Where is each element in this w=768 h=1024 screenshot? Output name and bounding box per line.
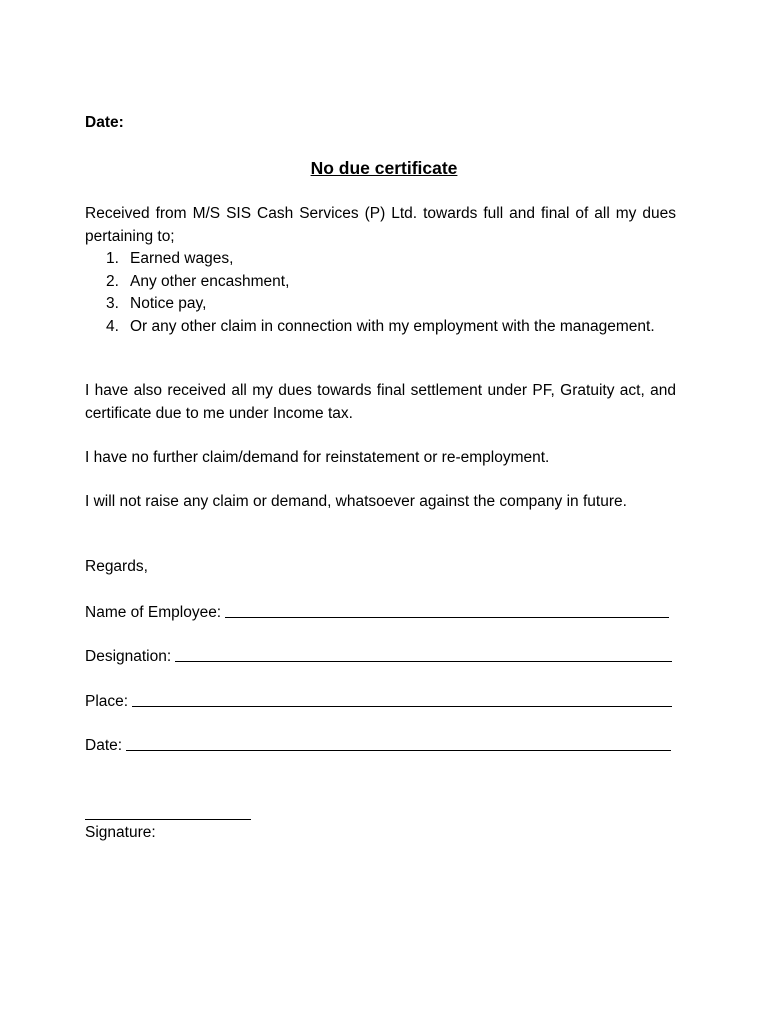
dues-list (85, 248, 676, 338)
list-item-number: 4. (106, 317, 119, 335)
date-heading: Date: (85, 114, 124, 131)
list-item-text: Notice pay, (130, 295, 207, 312)
list-item-number: 3. (106, 295, 119, 312)
date-field[interactable] (85, 735, 671, 755)
list-item-text: Or any other claim in connection with my employment with the management. (130, 317, 655, 335)
list-item (85, 316, 676, 339)
list-item (85, 271, 676, 294)
date-blank[interactable] (126, 736, 671, 751)
list-item (85, 248, 676, 271)
settlement-paragraph: I have also received all my dues towards final settlement under PF, Gratuity act, and certificate due to me under Income tax. (85, 382, 676, 422)
designation-label: Designation: (85, 648, 172, 665)
employee-name-field[interactable] (85, 602, 669, 622)
designation-field[interactable] (85, 646, 672, 666)
intro-paragraph: Received from M/S SIS Cash Services (P) Ltd. towards full and final of all my dues pertaining to; (85, 205, 676, 245)
signature-line[interactable] (85, 805, 251, 820)
list-item-number: 1. (106, 250, 119, 267)
list-item-text: Any other encashment, (130, 272, 290, 290)
place-blank[interactable] (132, 692, 672, 707)
employee-name-blank[interactable] (225, 603, 669, 618)
list-item-text: Earned wages, (130, 250, 234, 267)
list-item (85, 293, 676, 316)
signature-label: Signature: (85, 824, 156, 841)
certificate-title: No due certificate (310, 158, 458, 178)
date-field-label: Date: (85, 737, 123, 754)
place-label: Place: (85, 693, 129, 710)
employee-name-label: Name of Employee: (85, 604, 222, 621)
regards-text: Regards, (85, 558, 148, 575)
no-claim-paragraph: I have no further claim/demand for reinstatement or re-employment. (85, 449, 550, 466)
no-raise-paragraph: I will not raise any claim or demand, whatsoever against the company in future. (85, 493, 627, 510)
designation-blank[interactable] (175, 647, 672, 662)
list-item-number: 2. (106, 272, 119, 290)
place-field[interactable] (85, 691, 672, 711)
